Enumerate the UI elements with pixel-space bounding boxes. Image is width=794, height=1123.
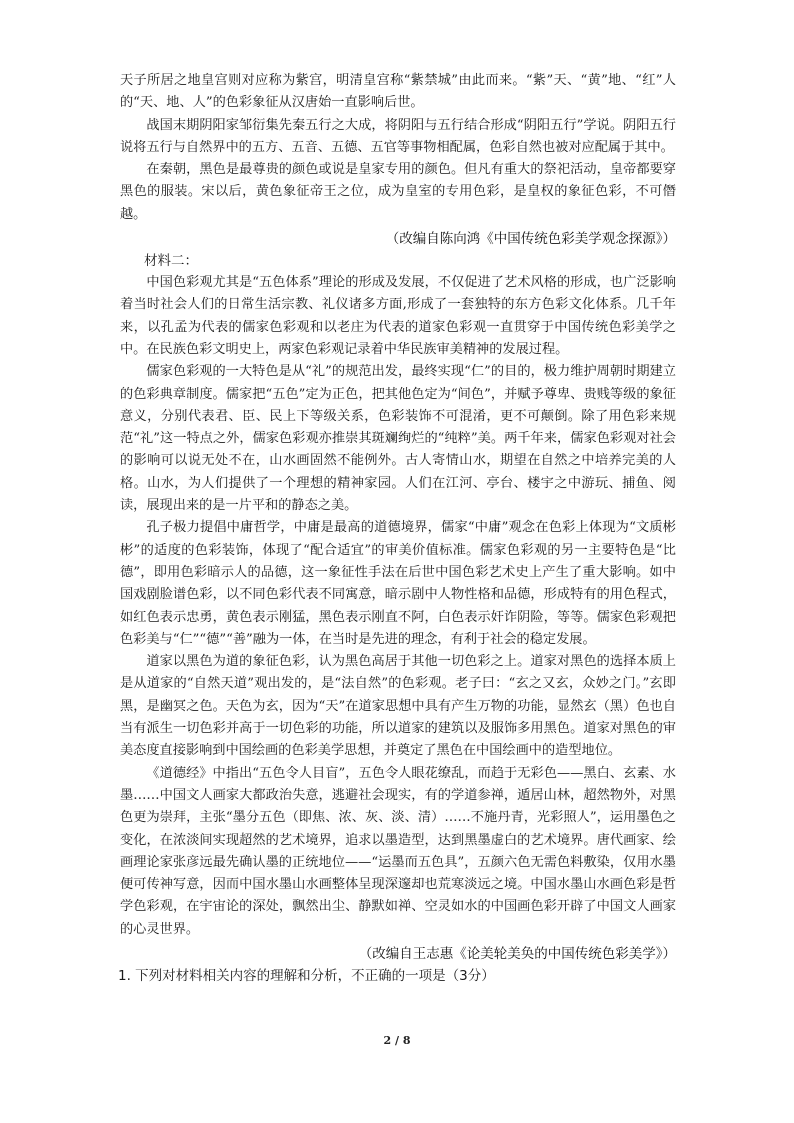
document-content [120,70,676,987]
material-two-paragraph-5: 《道德经》中指出“五色令人目盲”，五色令人眼花缭乱，而趋于无彩色——黑白、玄素、水墨……中国文人画家大都政治失意，逃避社会现实，有的学道参禅，遁居山林，超然物外，对黑色更为崇拜，主张“墨分五色（即焦、浓、灰、淡、清）……不施丹青，光彩照人”，运用墨色之变化，在浓淡间实现超然的艺术境界，追求以墨造型，达到黑墨虚白的艺术境界。唐代画家、绘画理论家张彦远最先确认墨的正统地位——“运墨而五色具”，五颜六色无需色料敷染，仅用水墨便可传神写意，因而中国水墨山水画整体呈现深邃却也荒寒淡远之境。中国水墨山水画色彩是哲学色彩观，在宇宙论的深处，飘然出尘、静默如禅、空灵如水的中国画色彩开辟了中国文人画家的心灵世界。 [120,765,676,937]
material-two-paragraph-4: 道家以黑色为道的象征色彩，认为黑色高居于其他一切色彩之上。道家对黑色的选择本质上是从道家的“自然天道”观出发的，是“法自然”的色彩观。老子曰：“玄之又玄，众妙之门。”玄即黑，是幽冥之色。天色为玄，因为“天”在道家思想中具有产生万物的功能，显然玄（黑）色也自当有派生一切色彩并高于一切色彩的功能，所以道家的建筑以及服饰多用黑色。道家对黑色的审美态度直接影响到中国绘画的色彩美学思想，并奠定了黑色在中国绘画中的造型地位。 [120,654,676,759]
material-two-paragraph-3: 孔子极力提倡中庸哲学，中庸是最高的道德境界，儒家“中庸”观念在色彩上体现为“文质彬彬”的适度的色彩装饰，体现了“配合适宜”的审美价值标准。儒家色彩观的另一主要特色是“比德”，即用色彩暗示人的品德，这一象征性手法在后世中国色彩艺术史上产生了重大影响。如中国戏剧脸谱色彩，以不同色彩代表不同寓意，暗示剧中人物性格和品德，形成特有的用色程式，如红色表示忠勇，黄色表示刚猛，黑色表示刚直不阿，白色表示奸诈阴险，等等。儒家色彩观把色彩美与“仁”“德”“善”融为一体，在当时是先进的理念，有利于社会的稳定发展。 [120,520,676,647]
material-one-paragraph-3: 在秦朝，黑色是最尊贵的颜色或说是皇家专用的颜色。但凡有重大的祭祀活动，皇帝都要穿黑色的服装。宋以后，黄色象征帝王之位，成为皇室的专用色彩，是皇权的象征色彩，不可僭越。 [120,162,676,222]
question-1: 1. 下列对材料相关内容的理解和分析，不正确的一项是（3分） [118,967,495,984]
material-two-source: （改编自王志惠《论美轮美奂的中国传统色彩美学》） [358,945,676,962]
material-two-paragraph-1: 中国色彩观尤其是“五色体系”理论的形成及发展，不仅促进了艺术风格的形成，也广泛影响着当时社会人们的日常生活宗教、礼仪诸多方面,形成了一套独特的东方色彩文化体系。几千年来，以孔孟为代表的儒家色彩观和以老庄为代表的道家色彩观一直贯穿于中国传统色彩美学之中。在民族色彩文明史上，两家色彩观记录着中华民族审美精神的发展过程。 [120,275,676,357]
material-two-paragraph-2: 儒家色彩观的一大特色是从“礼”的规范出发，最终实现“仁”的目的，极力维护周朝时期建立的色彩典章制度。儒家把“五色”定为正色，把其他色定为“间色”，并赋予尊卑、贵贱等级的象征意义，分别代表君、臣、民上下等级关系，色彩装饰不可混淆，更不可颠倒。除了用色彩来规范“礼”这一特点之外，儒家色彩观亦推崇其斑斓绚烂的“纯粹”美。两千年来，儒家色彩观对社会的影响可以说无处不在，山水画固然不能例外。古人寄情山水，期望在自然之中培养完美的人格。山水，为人们提供了一个理想的精神家园。人们在江河、亭台、楼宇之中游玩、捕鱼、阅读，展现出来的是一片平和的静态之美。 [120,364,676,514]
material-one-paragraph-1: 天子所居之地皇宫则对应称为紫宫，明清皇宫称“紫禁城”由此而来。“紫”天、“黄”地、“红”人的“天、地、人”的色彩象征从汉唐始一直影响后世。 [120,73,676,111]
material-one-source: （改编自陈向鸿《中国传统色彩美学观念探源》） [385,231,676,248]
material-two-label: 材料二： [144,253,198,270]
material-one-paragraph-2: 战国末期阴阳家邹衍集先秦五行之大成，将阴阳与五行结合形成“阴阳五行”学说。阴阳五行说将五行与自然界中的五方、五音、五德、五官等事物相配属，色彩自然也被对应配属于其中。 [120,117,676,155]
page-number: 2 / 8 [383,1034,411,1047]
